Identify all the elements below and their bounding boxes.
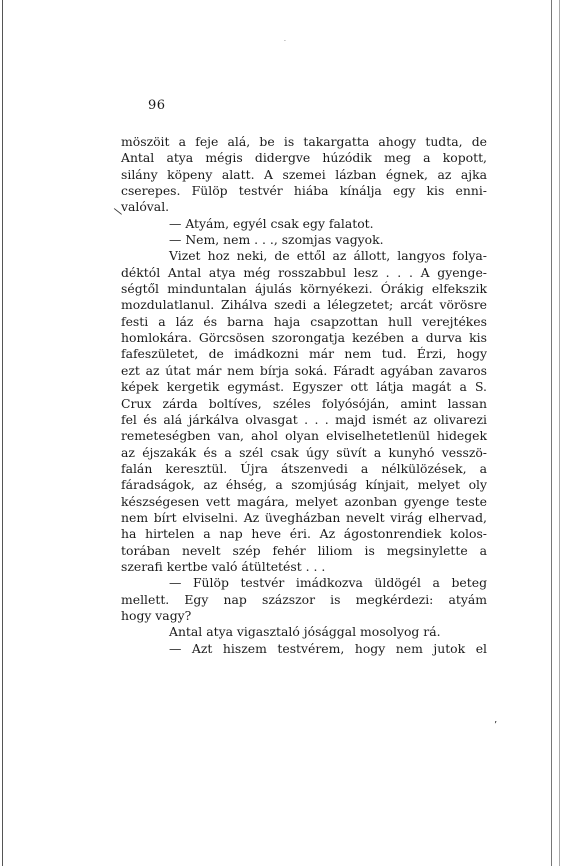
text-line: ha hirtelen a nap heve éri. Az ágostonrendiek kolos- — [121, 526, 487, 542]
margin-tick-mark: \ — [112, 205, 124, 218]
bottom-tick-mark: ’ — [494, 720, 498, 731]
text-line: festi a láz és barna haja csapzottan hull verejtékes — [121, 313, 487, 329]
text-line: készségesen vett magára, melyet azonban gyenge teste — [121, 493, 487, 509]
text-line: mozdulatlanul. Zihálva szedi a lélegzetet; arcát vörösre — [121, 297, 487, 313]
text-line: cserepes. Fülöp testvér hiába kínálja egy kis enni- — [121, 183, 487, 199]
text-line: hogy vagy? — [121, 607, 192, 623]
scan-border-right — [551, 0, 552, 866]
page-number: 96 — [148, 98, 166, 113]
text-line: — Azt hiszem testvérem, hogy nem jutok el — [169, 640, 487, 656]
text-line: az éjszakák és a szél csak úgy süvít a kunyhó vesszö- — [121, 444, 487, 460]
text-line: valóval. — [121, 199, 170, 215]
text-line: Crux zárda boltíves, széles folyósóján, amint lassan — [121, 395, 487, 411]
scan-border-left — [2, 0, 3, 866]
text-line: silány köpeny alatt. A szemei lázban égnek, az ajka — [121, 166, 487, 182]
text-line: képek kergetik egymást. Egyszer ott látja magát a S. — [121, 379, 487, 395]
text-line: nem bírt elviselni. Az üvegházban nevelt virág elhervad, — [121, 509, 487, 525]
text-line: Antal atya vigasztaló jósággal mosolyog rá. — [169, 624, 441, 640]
text-line: homlokára. Görcsösen szorongatja kezében a durva kis — [121, 330, 487, 346]
text-line: ezt az útat már nem bírja soká. Fáradt agyában zavaros — [121, 362, 487, 378]
text-line: ségtől minduntalan ájulás környékezi. Órákig elfekszik — [121, 281, 487, 297]
text-line: — Fülöp testvér imádkozva üldögél a beteg — [169, 575, 487, 591]
text-line: mellett. Egy nap százszor is megkérdezi: atyám — [121, 591, 487, 607]
text-line: déktól Antal atya még rosszabbul lesz . . . A gyenge- — [121, 264, 487, 280]
text-line: fel és alá járkálva olvasgat . . . majd ismét az olivarezi — [121, 411, 487, 427]
text-line: Vizet hoz neki, de ettől az állott, langyos folya- — [169, 248, 487, 264]
text-line: torában nevelt szép fehér liliom is megsinylette a — [121, 542, 487, 558]
text-line: fáradságok, az éhség, a szomjúság kínjait, melyet oly — [121, 477, 487, 493]
text-line: remeteségben van, ahol olyan elviselhetetlenül hidegek — [121, 428, 487, 444]
text-line: Antal atya mégis didergve húzódik meg a kopott, — [121, 150, 487, 166]
text-line: — Nem, nem . . ., szomjas vagyok. — [169, 232, 384, 248]
text-line: falán keresztül. Újra átszenvedi a nélkülözések, a — [121, 460, 487, 476]
body-text — [121, 134, 487, 657]
text-line: fafeszületet, de imádkozni már nem tud. Érzi, hogy — [121, 346, 487, 362]
text-line: — Atyám, egyél csak egy falatot. — [169, 215, 374, 231]
scan-speck-mark: · — [284, 38, 286, 45]
text-line: szerafi kertbe való átültetést . . . — [121, 558, 326, 574]
scan-border-right-outer — [559, 0, 560, 866]
text-line: möszöit a feje alá, be is takargatta ahogy tudta, de — [121, 134, 487, 149]
